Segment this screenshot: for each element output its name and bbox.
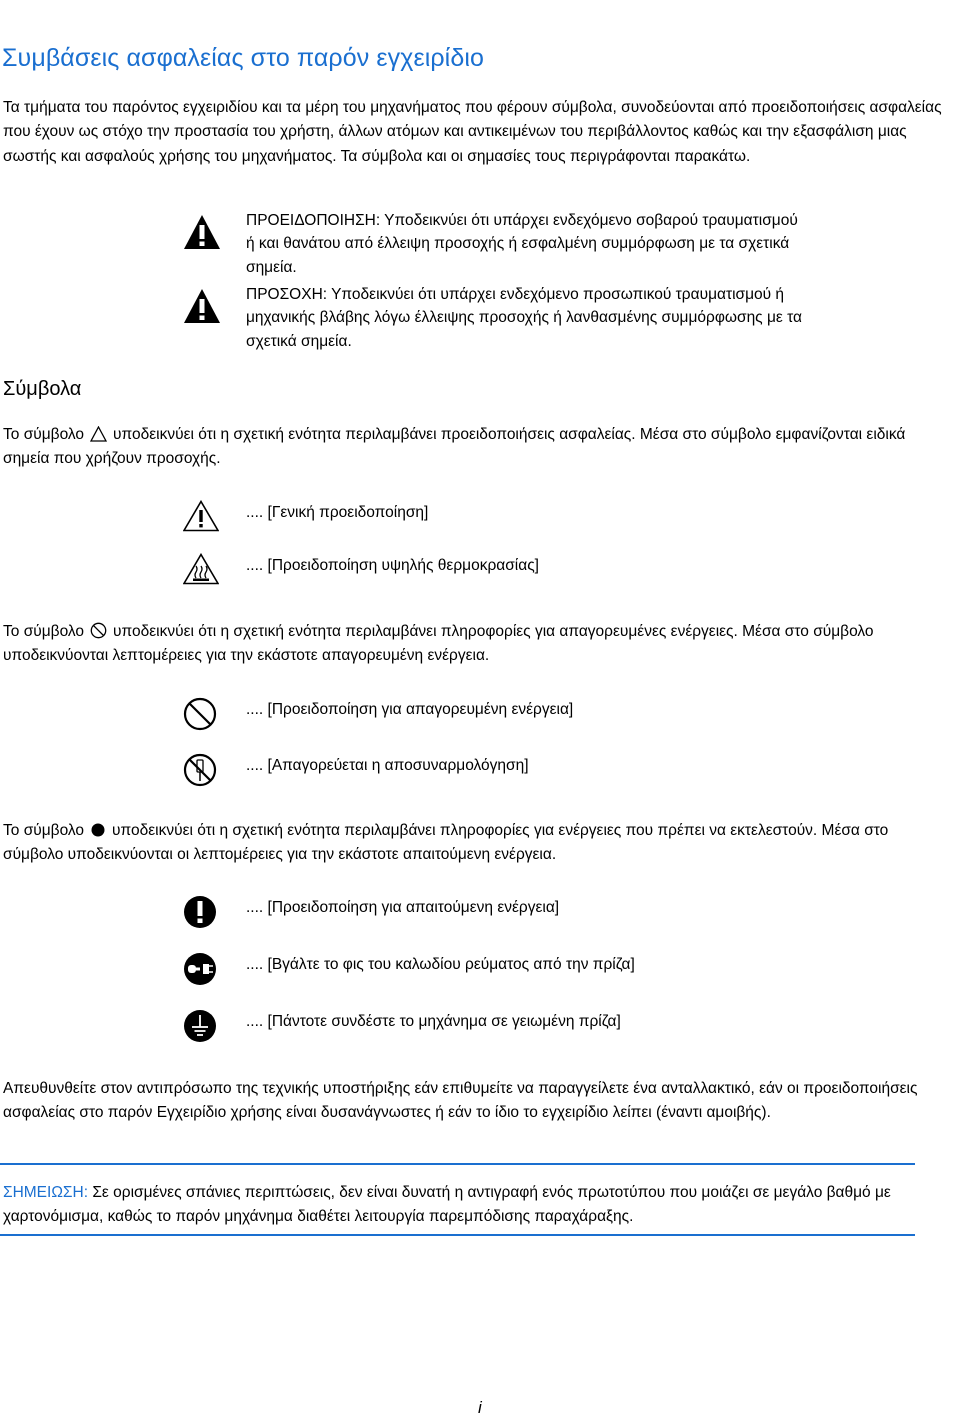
required-action-icon — [183, 895, 219, 929]
intro-paragraph: Τα τμήματα του παρόντος εγχειριδίου και τα μέρη του μηχανήματος που φέρουν σύμβολα, συνοδεύονται από προειδοποιήσεις ασφαλείας που έχουν ως στόχο την προστασία του χρήστη, άλλων ατόμων και αντικειμένων του περιβάλλοντος καθώς και την εξασφάλιση μιας σωστής και ασφαλούς χρήσης του μηχανήματος. Τα σύμβολα και οι σημασίες τους περιγράφονται παρακάτω. — [3, 99, 942, 165]
general-warning-icon — [183, 500, 219, 532]
filled-circle-icon — [90, 822, 106, 838]
note-bottom-divider — [0, 1234, 915, 1236]
prohibited-action-icon — [183, 697, 219, 731]
prohibit-symbol-paragraph — [3, 620, 943, 669]
page-number: i — [478, 1398, 482, 1417]
ground-label: .... [Πάντοτε συνδέστε το μηχάνημα σε γειωμένη πρίζα] — [246, 1013, 621, 1030]
note-label: ΣΗΜΕΙΩΣΗ: — [3, 1184, 89, 1201]
warning-text: : Υποδεικνύει ότι υπάρχει ενδεχόμενο σοβαρού τραυματισμού ή και θανάτου από έλλειψη προσοχής ή εσφαλμένη συμμόρφωση με τα σχετικά σημεία. — [246, 212, 798, 276]
page-title: Συμβάσεις ασφαλείας στο παρόν εγχειρίδιο — [2, 44, 485, 72]
caution-description — [246, 283, 806, 353]
no-disassembly-icon — [183, 753, 219, 787]
high-temperature-warning-label: .... [Προειδοποίηση υψηλής θερμοκρασίας] — [246, 557, 539, 574]
required-symbol-paragraph — [3, 819, 943, 868]
prohibited-action-label: .... [Προειδοποίηση για απαγορευμένη ενέργεια] — [246, 701, 574, 718]
caution-text: : Υποδεικνύει ότι υπάρχει ενδεχόμενο προσωπικού τραυματισμού ή μηχανικής βλάβης λόγω έλλειψης προσοχής ή λανθασμένης συμμόρφωσης με τα σχετικά σημεία. — [246, 286, 802, 350]
section-title-symbols: Σύμβολα — [3, 378, 82, 400]
triangle-symbol-paragraph — [3, 423, 943, 472]
unplug-label: .... [Βγάλτε το φις του καλωδίου ρεύματος από την πρίζα] — [246, 956, 635, 973]
prohibit-para-before: Το σύμβολο — [3, 623, 85, 640]
prohibit-para-after: υποδεικνύει ότι η σχετική ενότητα περιλαμβάνει πληροφορίες για απαγορευμένες ενέργειες. Μέσα στο σύμβολο υποδεικνύονται λεπτομέρειες για την εκάστοτε απαγορευμένη ενέργεια. — [3, 623, 874, 665]
no-disassembly-label: .... [Απαγορεύεται η αποσυναρμολόγηση] — [246, 757, 529, 774]
triangle-outline-icon — [90, 426, 107, 442]
note-top-divider — [0, 1163, 915, 1165]
prohibit-outline-icon — [90, 622, 107, 639]
triangle-para-before: Το σύμβολο — [3, 426, 85, 443]
required-para-before: Το σύμβολο — [3, 822, 85, 839]
ground-icon — [183, 1009, 219, 1043]
warning-description — [246, 209, 806, 279]
caution-label: ΠΡΟΣΟΧΗ — [246, 286, 323, 303]
general-warning-label: .... [Γενική προειδοποίηση] — [246, 504, 429, 521]
caution-icon — [183, 288, 221, 324]
note-paragraph — [3, 1181, 943, 1230]
required-action-label: .... [Προειδοποίηση για απαιτούμενη ενέργεια] — [246, 899, 560, 916]
warning-label: ΠΡΟΕΙΔΟΠΟΙΗΣΗ — [246, 212, 376, 229]
unplug-icon — [183, 952, 219, 986]
triangle-para-after: υποδεικνύει ότι η σχετική ενότητα περιλαμβάνει προειδοποιήσεις ασφαλείας. Μέσα στο σύμβολο εμφανίζονται ειδικά σημεία που χρήζουν προσοχής. — [3, 426, 906, 468]
note-text: Σε ορισμένες σπάνιες περιπτώσεις, δεν είναι δυνατή η αντιγραφή ενός πρωτοτύπου που μοιάζει σε μεγάλο βαθμό με χαρτονόμισμα, καθώς το παρόν μηχάνημα διαθέτει λειτουργία παρεμπόδισης παραχάραξης. — [3, 1184, 891, 1226]
high-temperature-warning-icon — [183, 553, 219, 585]
warning-icon — [183, 214, 221, 250]
contact-paragraph: Απευθυνθείτε στον αντιπρόσωπο της τεχνικής υποστήριξης εάν επιθυμείτε να παραγγείλετε ένα ανταλλακτικό, εάν οι προειδοποιήσεις ασφαλείας στο παρόν Εγχειρίδιο χρήσης είναι δυσανάγνωστες ή εάν το ίδιο το εγχειρίδιο λείπει (έναντι αμοιβής). — [3, 1080, 918, 1122]
required-para-after: υποδεικνύει ότι η σχετική ενότητα περιλαμβάνει πληροφορίες για ενέργειες που πρέπει να εκτελεστούν. Μέσα στο σύμβολο υποδεικνύονται οι λεπτομέρειες για την εκάστοτε απαιτούμενη ενέργεια. — [3, 822, 889, 864]
